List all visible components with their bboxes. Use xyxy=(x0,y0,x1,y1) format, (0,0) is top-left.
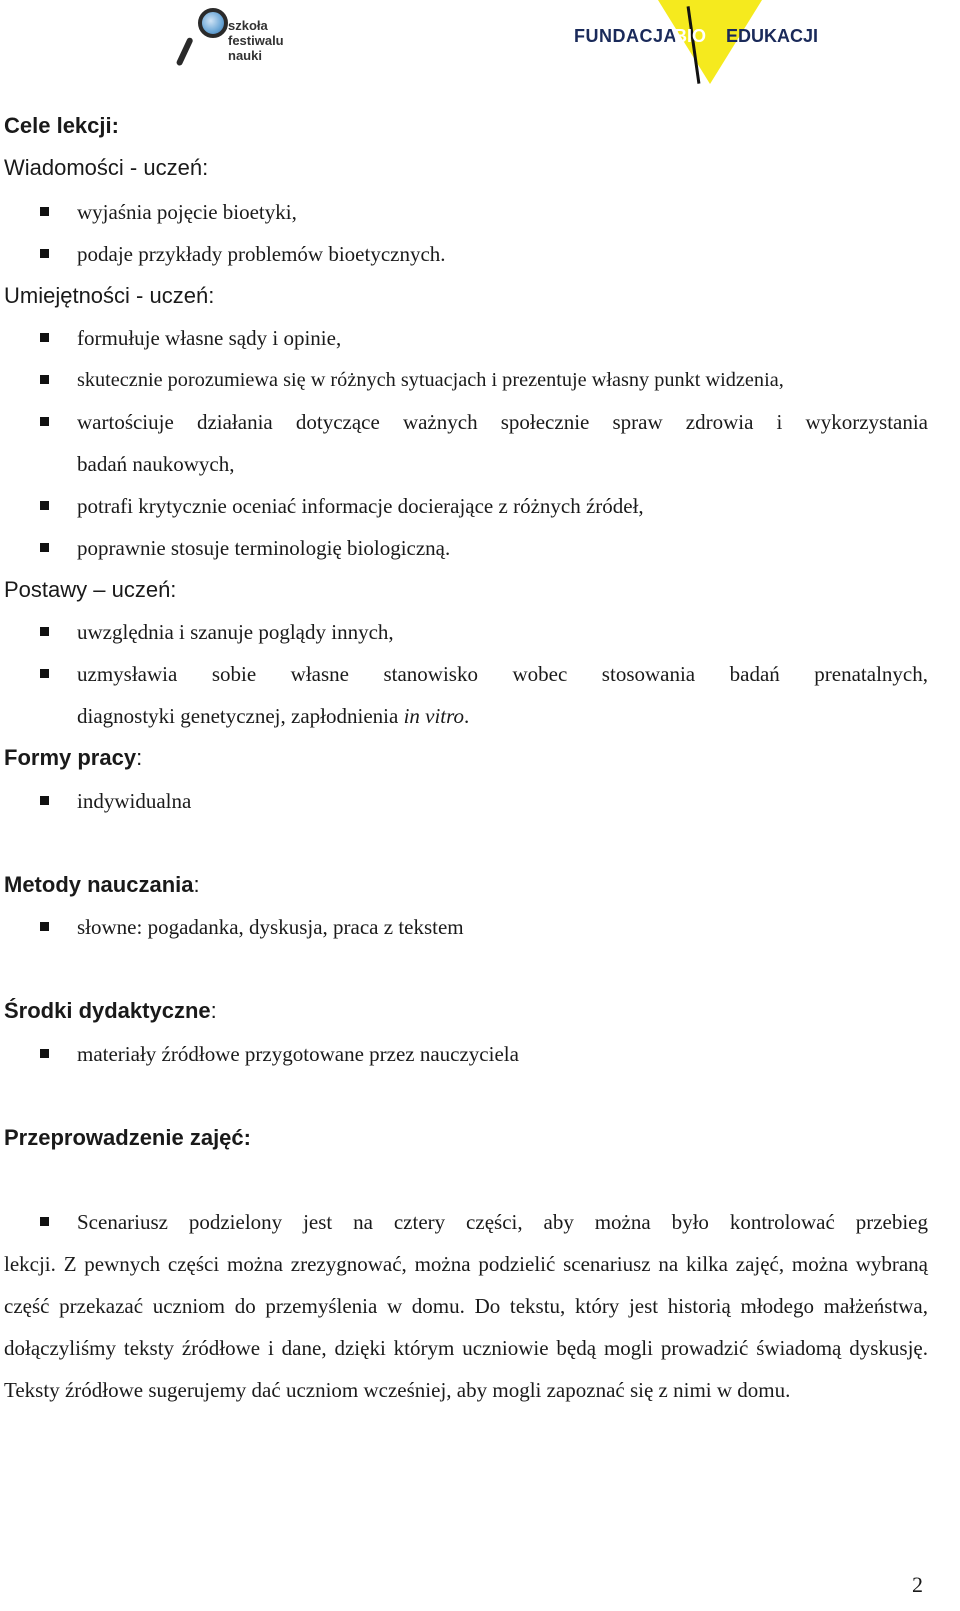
work-forms-title: Formy pracy: xyxy=(4,745,143,770)
logo-left-line-1: szkoła xyxy=(228,18,268,33)
bullet-icon xyxy=(40,249,49,258)
list-item: materiały źródłowe przygotowane przez nauczyciela xyxy=(0,1041,960,1075)
bullet-icon xyxy=(40,375,49,384)
logo-right-word-2: BIO xyxy=(674,26,707,46)
list-item: uwzględnia i szanuje poglądy innych, xyxy=(0,619,960,653)
bullet-icon xyxy=(40,922,49,931)
list-item: podaje przykłady problemów bioetycznych. xyxy=(0,241,960,275)
list-item: indywidualna xyxy=(0,788,960,822)
bullet-icon xyxy=(40,417,49,426)
logo-left-line-2: festiwalu xyxy=(228,33,284,48)
list-item: wartościuje działania dotyczące ważnych społecznie spraw zdrowia i wykorzystania xyxy=(0,409,960,443)
list-item-continuation: diagnostyki genetycznej, zapłodnienia in vitro. xyxy=(77,704,470,728)
resources-title: Środki dydaktyczne: xyxy=(4,998,217,1023)
bullet-icon xyxy=(40,627,49,636)
knowledge-heading: Wiadomości - uczeń: xyxy=(4,155,209,180)
bullet-icon xyxy=(40,1049,49,1058)
list-item: skutecznie porozumiewa się w różnych sytuacjach i prezentuje własny punkt widzenia, xyxy=(0,367,960,401)
list-item: uzmysławia sobie własne stanowisko wobec stosowania badań prenatalnych, xyxy=(0,661,960,695)
logo-right-word-3: EDUKACJI xyxy=(726,26,819,46)
procedure-title: Przeprowadzenie zajęć: xyxy=(4,1125,251,1150)
list-item: Scenariusz podzielony jest na cztery części, aby można było kontrolować przebieg xyxy=(0,1209,960,1243)
page-number: 2 xyxy=(912,1572,923,1597)
logo-left-line-3: nauki xyxy=(228,48,262,63)
bullet-icon xyxy=(40,543,49,552)
list-item: formułuje własne sądy i opinie, xyxy=(0,325,960,359)
attitudes-heading: Postawy – uczeń: xyxy=(4,577,177,602)
bullet-icon xyxy=(40,796,49,805)
magnifier-icon xyxy=(198,8,228,38)
list-item: potrafi krytycznie oceniać informacje docierające z różnych źródeł, xyxy=(0,493,960,527)
bullet-icon xyxy=(40,501,49,510)
bullet-icon xyxy=(40,669,49,678)
methods-title: Metody nauczania: xyxy=(4,872,200,897)
procedure-paragraph: lekcji. Z pewnych części można zrezygnować, można podzielić scenariusz na kilka zajęć, można wybraną część przekazać uczniom do przemyślenia w domu. Do tekstu, który jest historią młodego małżeństwa, dołączyliśmy teksty źródłowe i dane, dzięki którym uczniowie będą mogli prowadzić świadomą dyskusję. Teksty źródłowe sugerujemy dać uczniom wcześniej, aby mogli zapoznać się z nimi w domu. xyxy=(4,1252,928,1402)
skills-heading: Umiejętności - uczeń: xyxy=(4,283,215,308)
logo-right-word-1: FUNDACJA xyxy=(574,26,677,46)
bullet-icon xyxy=(40,207,49,216)
bullet-icon xyxy=(40,333,49,342)
goals-title: Cele lekcji: xyxy=(4,113,119,138)
szkola-festiwalu-nauki-logo xyxy=(180,4,284,70)
list-item: poprawnie stosuje terminologię biologiczną. xyxy=(0,535,960,569)
list-item: wyjaśnia pojęcie bioetyki, xyxy=(0,199,960,233)
list-item-continuation: badań naukowych, xyxy=(77,452,235,476)
list-item: słowne: pogadanka, dyskusja, praca z tekstem xyxy=(0,914,960,948)
fundacja-bioedukacji-logo xyxy=(574,0,824,86)
bullet-icon xyxy=(40,1217,49,1226)
